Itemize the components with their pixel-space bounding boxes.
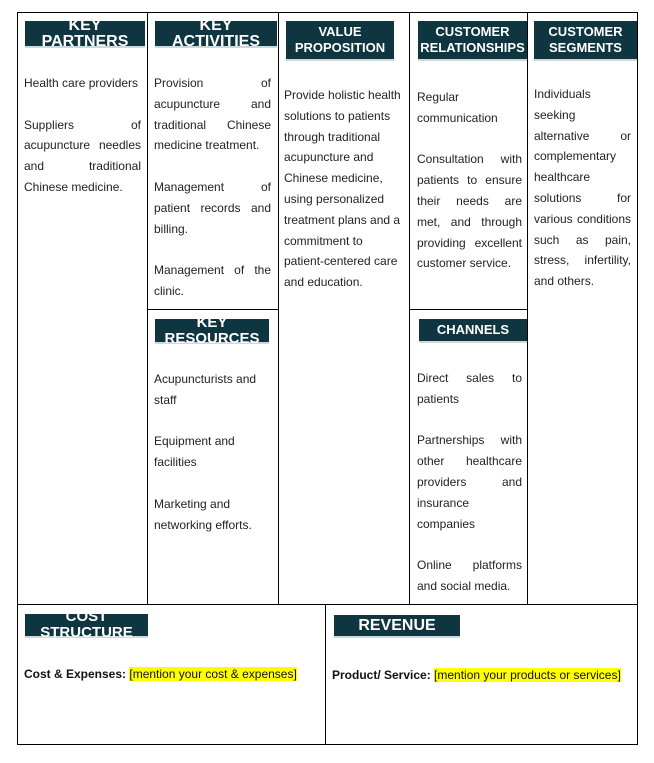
customer-relationships-item: Regular communication (417, 90, 498, 125)
channels-header (419, 319, 527, 343)
key-resources-title: KEY RESOURCES (164, 313, 260, 347)
key-resources-content (154, 369, 264, 556)
channels-content (417, 368, 522, 618)
key-resources-item: Acupuncturists and staff (154, 372, 257, 407)
divider-relationships-channels (409, 309, 528, 310)
key-partners-item: Suppliers of acupuncture needles and traditional Chinese medicine. (24, 117, 141, 194)
key-partners-content (24, 73, 141, 219)
channels-item: Online platforms and social media. (417, 558, 522, 593)
revenue-header (334, 615, 460, 638)
customer-segments-text: Individuals seeking alternative or complementary healthcare solutions for various conditions such as pain, stress, infertility, and others. (534, 87, 631, 289)
key-partners-title: KEY PARTNERS (41, 16, 129, 50)
key-partners-item: Health care providers (24, 76, 139, 90)
customer-relationships-title-line1: CUSTOMER (435, 24, 510, 39)
border-right (637, 12, 638, 745)
revenue-title: REVENUE (358, 616, 436, 634)
customer-segments-title-line1: CUSTOMER (548, 24, 623, 39)
key-activities-header (155, 16, 277, 50)
value-proposition-header (286, 21, 394, 61)
channels-title: CHANNELS (436, 322, 510, 337)
key-resources-item: Equipment and facilities (154, 434, 235, 470)
cost-structure-header (25, 608, 148, 641)
key-activities-content (154, 73, 271, 323)
revenue-label: Product/ Service: (332, 668, 431, 682)
cost-structure-label: Cost & Expenses: (24, 667, 127, 681)
customer-relationships-header (418, 21, 527, 61)
key-activities-item: Management of patient records and billing. (154, 179, 271, 236)
key-resources-header (155, 313, 269, 347)
business-model-canvas (17, 12, 638, 745)
customer-segments-title-line2: SEGMENTS (549, 40, 622, 55)
value-proposition-title-line2: PROPOSITION (294, 40, 386, 55)
key-activities-item: Provision of acupuncture and traditional Chinese medicine treatment. (154, 76, 271, 153)
channels-item: Partnerships with other healthcare providers and insurance companies (417, 433, 522, 531)
channels-item: Direct sales to patients (417, 371, 522, 406)
revenue-placeholder[interactable]: [mention your products or services] (434, 668, 621, 682)
revenue-line (332, 668, 621, 682)
value-proposition-text: Provide holistic health solutions to patients through traditional acupuncture and Chinese medicine, using personalized treatment plans and a commitment to patient-centered care and education. (284, 88, 401, 290)
key-activities-item: Management of the clinic. (154, 263, 271, 298)
cost-structure-line (24, 667, 297, 681)
cost-structure-placeholder[interactable]: [mention your cost & expenses] (129, 667, 297, 681)
customer-relationships-title-line2: RELATIONSHIPS (420, 40, 525, 55)
key-partners-header (25, 16, 145, 50)
key-resources-item: Marketing and networking efforts. (154, 496, 252, 532)
key-activities-title: KEY ACTIVITIES (171, 16, 260, 50)
border-bottom (17, 744, 638, 745)
customer-segments-content (534, 84, 631, 313)
customer-segments-header (534, 21, 637, 61)
customer-relationships-content (417, 87, 522, 295)
customer-relationships-item: Consultation with patients to ensure their needs are met, and through providing excellent customer service. (417, 152, 522, 271)
border-top (17, 12, 638, 13)
cost-structure-title: COST STRUCTURE (40, 608, 133, 641)
border-left (17, 12, 18, 745)
divider-horizontal-bottom (17, 604, 638, 605)
value-proposition-title-line1: VALUE (318, 24, 362, 39)
value-proposition-content (284, 85, 406, 314)
divider-bottom-middle (325, 604, 326, 745)
